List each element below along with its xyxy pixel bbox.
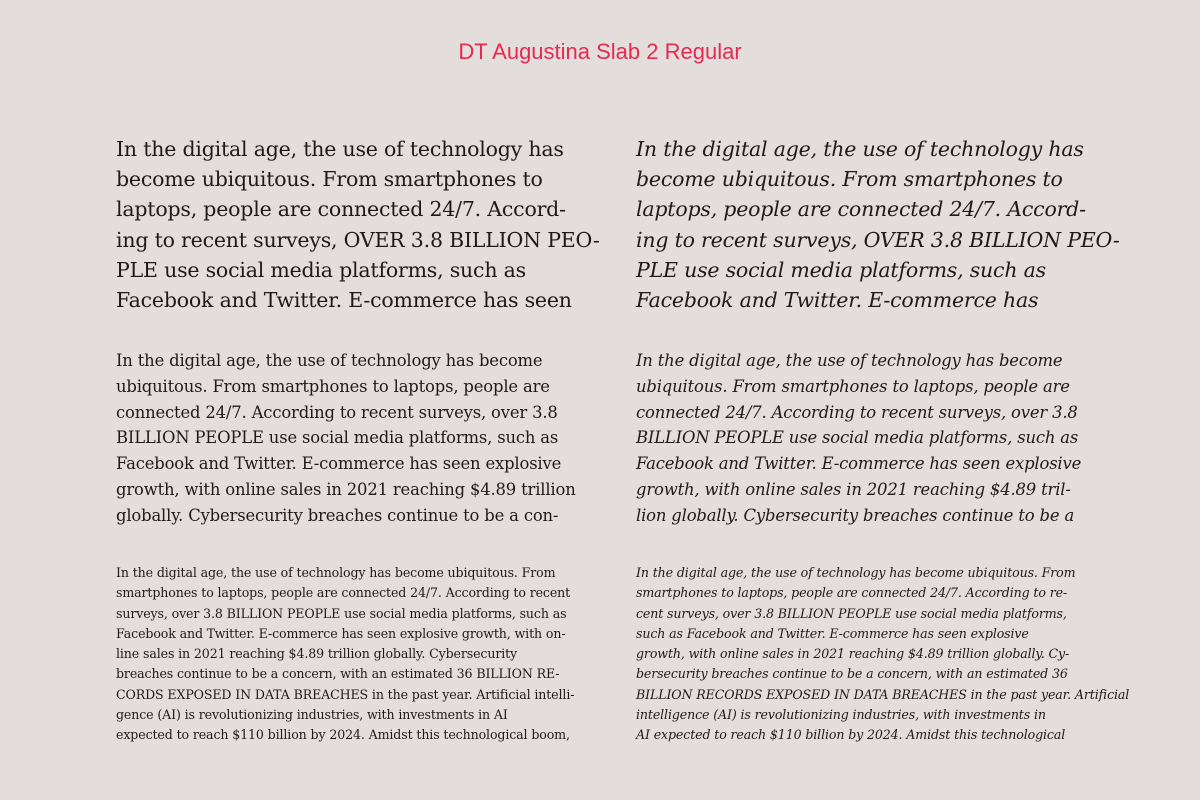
sample-line: intelligence (AI) is revolutionizing industries, with investments in: [636, 707, 1046, 723]
large-regular-sample: [116, 134, 600, 315]
large-italic-sample: [636, 134, 1120, 315]
sample-line: line sales in 2021 reaching $4.89 trillion globally. Cybersecurity: [116, 646, 518, 662]
sample-line: bersecurity breaches continue to be a concern, with an estimated 36: [636, 666, 1068, 682]
medium-regular-sample: [116, 348, 576, 529]
sample-line: ing to recent surveys, OVER 3.8 BILLION PEO-: [116, 227, 600, 252]
sample-line: become ubiquitous. From smartphones to: [636, 167, 1063, 192]
sample-line: In the digital age, the use of technology has: [636, 137, 1084, 161]
sample-line: PLE use social media platforms, such as: [636, 257, 1046, 282]
sample-line: BILLION PEOPLE use social media platforms, such as: [116, 428, 559, 448]
sample-line: Facebook and Twitter. E-commerce has seen explosive: [636, 454, 1082, 474]
small-italic-sample: [636, 563, 1129, 746]
sample-line: expected to reach $110 billion by 2024. Amidst this technological boom,: [116, 727, 570, 743]
sample-line: gence (AI) is revolutionizing industries, with investments in AI: [116, 707, 508, 723]
sample-line: BILLION RECORDS EXPOSED IN DATA BREACHES in the past year. Artificial: [636, 686, 1130, 702]
sample-line: AI expected to reach $110 billion by 2024. Amidst this technological: [636, 727, 1066, 743]
sample-line: In the digital age, the use of technology has become ubiquitous. From: [116, 565, 556, 580]
sample-line: lion globally. Cybersecurity breaches continue to be a: [636, 505, 1075, 525]
sample-line: ubiquitous. From smartphones to laptops, people are: [116, 376, 550, 396]
sample-line: such as Facebook and Twitter. E-commerce has seen explosive: [636, 625, 1029, 641]
sample-line: PLE use social media platforms, such as: [116, 257, 526, 282]
medium-italic-sample: [636, 348, 1081, 529]
sample-line: In the digital age, the use of technology has: [116, 137, 564, 161]
sample-line: breaches continue to be a concern, with an estimated 36 BILLION RE-: [116, 666, 560, 682]
sample-line: smartphones to laptops, people are connected 24/7. According to recent: [116, 585, 571, 601]
sample-line: In the digital age, the use of technology has become: [116, 351, 543, 370]
sample-line: CORDS EXPOSED IN DATA BREACHES in the past year. Artificial intelli-: [116, 686, 575, 702]
sample-line: In the digital age, the use of technology has become ubiquitous. From: [636, 565, 1076, 580]
sample-line: Facebook and Twitter. E-commerce has seen explosive growth, with on-: [116, 625, 566, 641]
sample-line: Facebook and Twitter. E-commerce has: [636, 288, 1039, 313]
sample-line: become ubiquitous. From smartphones to: [116, 167, 543, 192]
sample-line: laptops, people are connected 24/7. Accord-: [636, 197, 1086, 222]
small-regular-sample: [116, 563, 574, 746]
sample-line: BILLION PEOPLE use social media platforms, such as: [636, 428, 1079, 448]
sample-line: laptops, people are connected 24/7. Accord-: [116, 197, 566, 222]
page-title: DT Augustina Slab 2 Regular: [458, 39, 742, 64]
sample-line: connected 24/7. According to recent surveys, over 3.8: [116, 402, 558, 422]
sample-line: surveys, over 3.8 BILLION PEOPLE use social media platforms, such as: [116, 605, 567, 621]
sample-line: connected 24/7. According to recent surveys, over 3.8: [636, 402, 1078, 422]
sample-line: globally. Cybersecurity breaches continue to be a con-: [116, 505, 559, 525]
sample-line: ubiquitous. From smartphones to laptops, people are: [636, 376, 1070, 396]
sample-line: smartphones to laptops, people are connected 24/7. According to re-: [636, 585, 1068, 601]
sample-line: growth, with online sales in 2021 reaching $4.89 tril-: [636, 479, 1071, 499]
sample-line: growth, with online sales in 2021 reaching $4.89 trillion globally. Cy-: [636, 646, 1070, 662]
sample-line: Facebook and Twitter. E-commerce has seen: [116, 288, 572, 313]
sample-line: ing to recent surveys, OVER 3.8 BILLION PEO-: [636, 227, 1120, 252]
sample-line: cent surveys, over 3.8 BILLION PEOPLE use social media platforms,: [636, 605, 1067, 621]
sample-line: In the digital age, the use of technology has become: [636, 351, 1063, 370]
sample-line: Facebook and Twitter. E-commerce has seen explosive: [116, 454, 562, 474]
sample-line: growth, with online sales in 2021 reaching $4.89 trillion: [116, 479, 576, 499]
